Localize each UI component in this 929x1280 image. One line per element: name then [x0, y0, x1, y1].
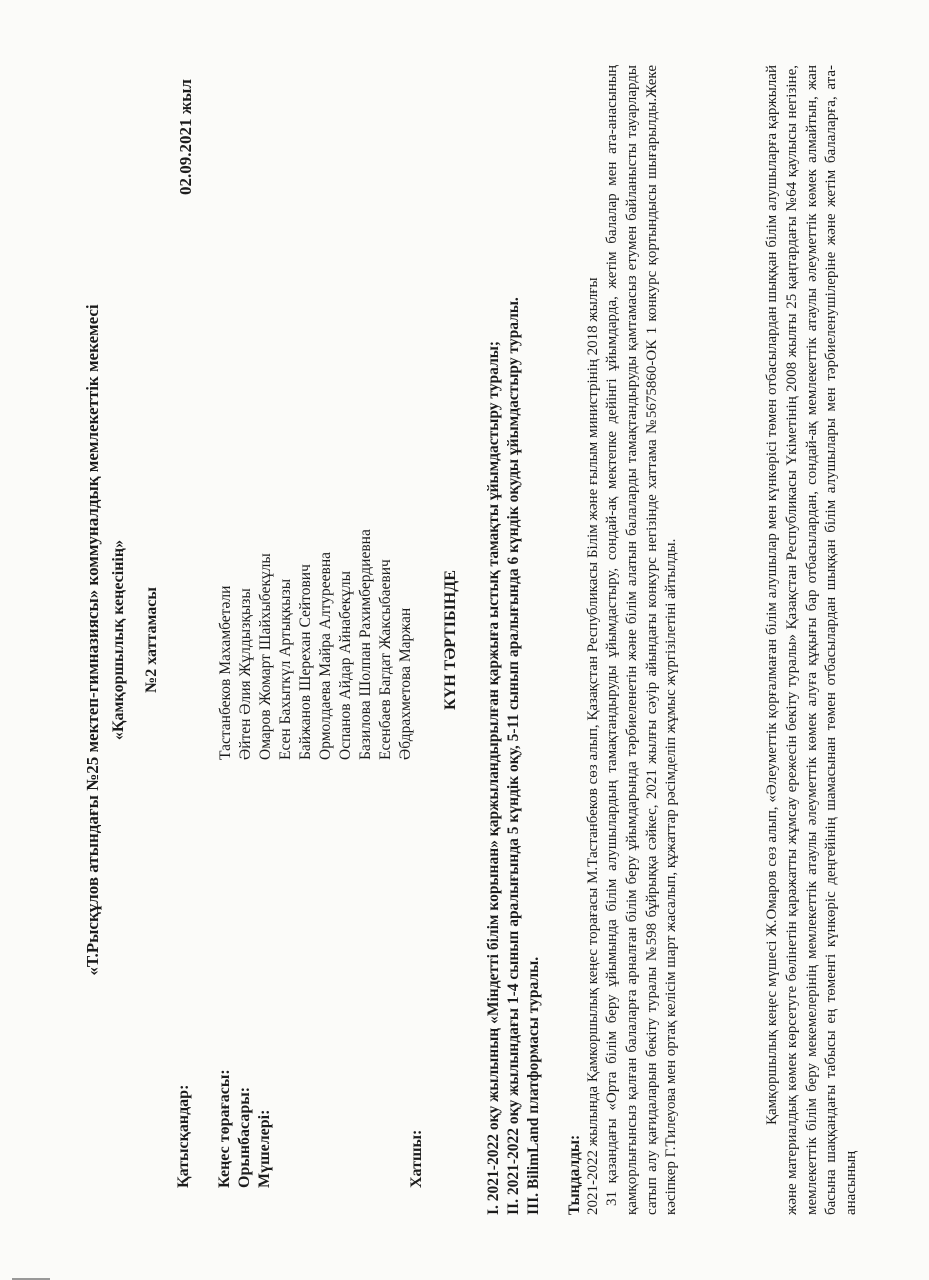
attendee-name: Әбдрахметова Маржан — [397, 607, 414, 760]
agenda-item: ІІ. 2021-2022 оқу жылындағы 1-4 сынып аралығында 5 күндік оқу, 5-11 сынып аралығында 6 күндік оқуды ұйымдастыру туралы. — [505, 297, 522, 1215]
attendee-name: Базилова Шолпан Рахимбердиевна — [357, 529, 374, 760]
attendee-name: Есенбаев Багдат Жаксыбаевич — [377, 559, 394, 760]
chair-label: Кеңес төрағасы: — [216, 1069, 233, 1188]
document-date: 02.09.2021 жыл — [176, 79, 195, 195]
listened-label: Тыңдалды: — [566, 1134, 583, 1215]
attendee-name: Байжанов Шерехан Сейтович — [297, 564, 314, 760]
attendee-name: Есен Бахыткүл Артықкызы — [277, 578, 294, 760]
listened-paragraph: 31 қазандағы «Орта білім беру ұйымында білім алушылардың тамақтандыруды ұйымдастыру, сондай-ақ мектепке дейінгі ұйымдарда, жетім балалар мен ата-анасының қамқорлығынсыз қалған балаларға арналған білім беру ұйымдарында тәрбиеленетін және білім алатын балаларды тамақтандыруды қамтамасыз етумен байланысты тауарларды сатып алу қағидаларын бекіту туралы №598 бұйрыққа сәйкес, 2021 жылғы сәуір айындағы конкурс негізінде хаттама №5675860-ОК 1 конкурс қортындысы шығарылды.Жеке кәсіпкер Г.Тилеуова мен ортақ келісім шарт жасалып, құжаттар рәсімделіп жұмыс жүргізілетіні айтылды. — [604, 65, 680, 1215]
agenda-list — [484, 297, 544, 1215]
attendee-name: Ормолдаева Майра Алтуреевна — [317, 551, 334, 760]
institution-title: «Т.Рысқұлов атындағы №25 мектеп-гимназиясы» коммуналдық мемлекеттік мекемесі — [83, 304, 102, 976]
attendee-name-list — [216, 529, 416, 760]
agenda-heading: КҮН ТӘРТІБІНДЕ — [442, 570, 459, 710]
speaker-paragraph: Қамқоршылық кеңес мүшесі Ж.Омаров сөз алып, «Әлеуметтік қорғалмаған білім алушылар мен күнкөрісі төмен отбасылардан шыққан білім алушыларға қаржылай және материалдық көмек көрсетуге бөлінетін қаражатты жұмсау ережесін бекіту туралы» Қазақстан Республикасы Үкіметінің 2008 жылғы 25 қаңтардағы №64 қаулысы негізіне, мемлекеттік білім беру мекемелерінің мемлекеттік атаулы әлеуметтік көмек алуға құқығы бар отбасылардан, сондай-ақ мемлекеттік атаулы әлеуметтік көмек алмайтын, жан басына шаққандағы табысы ең төменгі күнкөріс деңгейінің шамасынан төмен отбасылардан шыққан білім алушылары мен тәрбиеленушілеріне және жетім балаларға, ата-анасының — [764, 65, 860, 1215]
secretary-label: Хатшы: — [408, 1129, 425, 1188]
members-label: Мүшелері: — [256, 1109, 273, 1188]
attendee-name: Оспанов Айдар Айнабекұлы — [337, 570, 354, 760]
attendee-name: Тастанбеков Махамбетәли — [217, 585, 234, 760]
attendee-name: Әйтен Әлия Жұлдызқызы — [237, 588, 254, 760]
protocol-number: №2 хаттамасы — [143, 587, 160, 693]
listened-first-line: 2021-2022 жылында Қамкоршылық кеңес торағасы М.Тастанбеков сөз алып, Қазақстан Республикасы Білім және ғылым министрінің 2018 жылғы — [585, 277, 601, 1215]
attendee-name: Омаров Жомарт Шайхыбекұлы — [257, 553, 274, 760]
agenda-item: ІІІ. BilimLand платформасы туралы. — [525, 956, 542, 1215]
council-name: «Қамқоршылық кеңесінің» — [110, 539, 127, 741]
agenda-item: І. 2021-2022 оқу жылының «Міндетті білім корынан» қаржыландырылған қаржыға ыстық тамақты ұйымдастыру туралы; — [485, 340, 502, 1215]
deputy-label: Орынбасары: — [236, 1086, 253, 1188]
attendees-label: Қатысқандар: — [175, 1084, 192, 1188]
